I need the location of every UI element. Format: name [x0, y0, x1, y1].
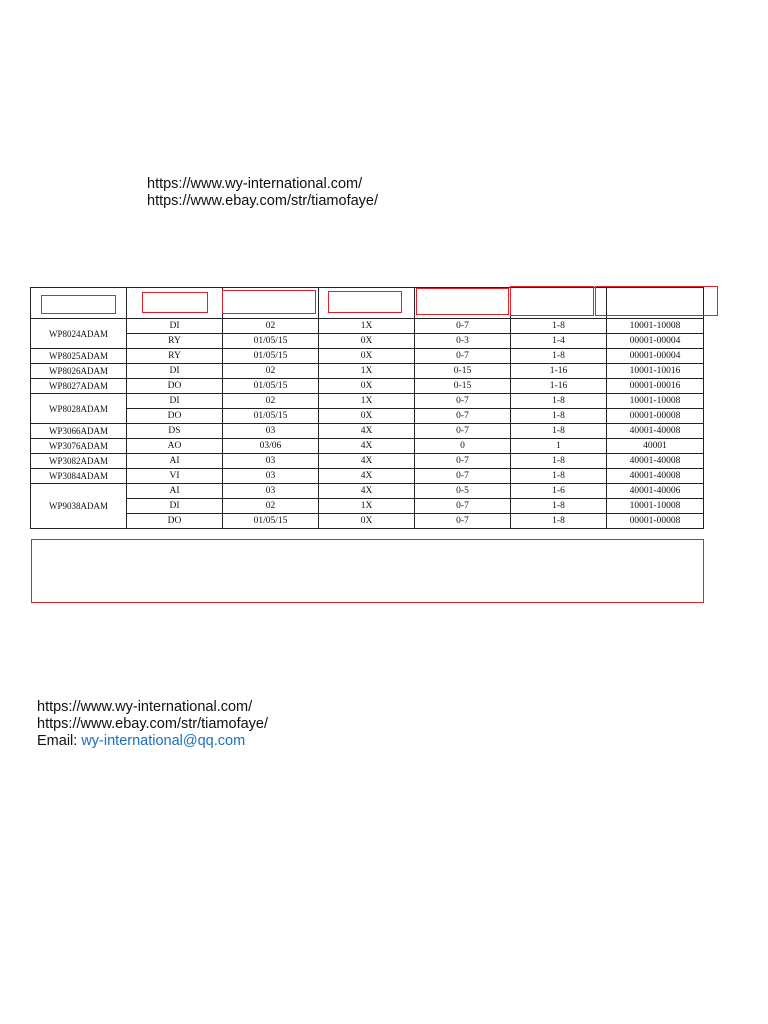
address-cell: 00001-00008	[607, 514, 704, 529]
address-cell: 10001-10008	[607, 319, 704, 334]
function-code-cell: 01/05/15	[223, 514, 319, 529]
type-cell: AI	[127, 454, 223, 469]
table-row	[31, 424, 704, 439]
channel-cell: 0-3	[415, 334, 511, 349]
function-code-cell: 03/06	[223, 439, 319, 454]
table-row	[31, 364, 704, 379]
function-code-cell: 01/05/15	[223, 409, 319, 424]
model-cell: WP8027ADAM	[31, 379, 127, 394]
number-cell: 1-8	[511, 349, 607, 364]
address-cell: 40001-40006	[607, 484, 704, 499]
table-row	[31, 349, 704, 364]
function-code-cell: 03	[223, 424, 319, 439]
website-link-bottom[interactable]: https://www.wy-international.com/	[37, 699, 253, 715]
model-cell: WP8025ADAM	[31, 349, 127, 364]
number-cell: 1-16	[511, 364, 607, 379]
number-cell: 1-8	[511, 409, 607, 424]
channel-cell: 0-5	[415, 484, 511, 499]
table-row	[31, 379, 704, 394]
address-cell: 00001-00016	[607, 379, 704, 394]
prefix-cell: 0X	[319, 379, 415, 394]
number-cell: 1-8	[511, 514, 607, 529]
prefix-cell: 1X	[319, 364, 415, 379]
number-cell: 1-8	[511, 499, 607, 514]
address-cell: 40001	[607, 439, 704, 454]
type-cell: DI	[127, 499, 223, 514]
website-link[interactable]: https://www.wy-international.com/	[147, 176, 363, 192]
type-cell: DO	[127, 514, 223, 529]
address-cell: 00001-00004	[607, 349, 704, 364]
top-links	[147, 176, 378, 210]
prefix-cell: 0X	[319, 334, 415, 349]
table-row	[31, 469, 704, 484]
email-line	[37, 733, 268, 750]
address-cell: 10001-10016	[607, 364, 704, 379]
model-cell: WP8024ADAM	[31, 319, 127, 349]
table-row	[31, 514, 704, 529]
address-cell: 00001-00004	[607, 334, 704, 349]
highlight-box-model	[41, 295, 116, 314]
highlight-box-number	[510, 286, 594, 316]
highlight-box-channel	[416, 288, 509, 315]
table-body	[31, 319, 704, 529]
function-code-cell: 03	[223, 484, 319, 499]
address-cell: 00001-00008	[607, 409, 704, 424]
note-box	[31, 539, 704, 603]
channel-cell: 0-7	[415, 424, 511, 439]
email-link[interactable]: wy-international@qq.com	[81, 733, 246, 749]
channel-cell: 0-7	[415, 409, 511, 424]
function-code-cell: 02	[223, 364, 319, 379]
address-cell: 40001-40008	[607, 454, 704, 469]
table-row	[31, 334, 704, 349]
type-cell: DO	[127, 409, 223, 424]
model-cell: WP3082ADAM	[31, 454, 127, 469]
number-cell: 1-4	[511, 334, 607, 349]
function-code-cell: 02	[223, 499, 319, 514]
model-cell: WP8026ADAM	[31, 364, 127, 379]
type-cell: RY	[127, 349, 223, 364]
prefix-cell: 4X	[319, 469, 415, 484]
prefix-cell: 0X	[319, 514, 415, 529]
channel-cell: 0	[415, 439, 511, 454]
function-code-cell: 03	[223, 454, 319, 469]
address-cell: 40001-40008	[607, 424, 704, 439]
table-row	[31, 439, 704, 454]
highlight-box-function-code	[222, 290, 316, 314]
type-cell: AO	[127, 439, 223, 454]
prefix-cell: 1X	[319, 394, 415, 409]
function-code-cell: 03	[223, 469, 319, 484]
prefix-cell: 4X	[319, 484, 415, 499]
type-cell: VI	[127, 469, 223, 484]
number-cell: 1-8	[511, 319, 607, 334]
ebay-store-link-bottom[interactable]: https://www.ebay.com/str/tiamofaye/	[37, 716, 269, 732]
function-code-cell: 01/05/15	[223, 379, 319, 394]
address-cell: 40001-40008	[607, 469, 704, 484]
number-cell: 1-8	[511, 469, 607, 484]
channel-cell: 0-7	[415, 514, 511, 529]
number-cell: 1-8	[511, 424, 607, 439]
function-code-cell: 02	[223, 319, 319, 334]
prefix-cell: 0X	[319, 349, 415, 364]
channel-cell: 0-7	[415, 499, 511, 514]
type-cell: DI	[127, 394, 223, 409]
number-cell: 1	[511, 439, 607, 454]
prefix-cell: 1X	[319, 499, 415, 514]
highlight-box-prefix	[328, 291, 402, 313]
prefix-cell: 4X	[319, 424, 415, 439]
type-cell: DO	[127, 379, 223, 394]
type-cell: DS	[127, 424, 223, 439]
channel-cell: 0-7	[415, 319, 511, 334]
table-row	[31, 484, 704, 499]
ebay-store-link[interactable]: https://www.ebay.com/str/tiamofaye/	[147, 193, 379, 209]
prefix-cell: 0X	[319, 409, 415, 424]
bottom-links	[37, 699, 268, 750]
model-cell: WP3084ADAM	[31, 469, 127, 484]
highlight-box-type	[142, 292, 208, 313]
prefix-cell: 1X	[319, 319, 415, 334]
table-row	[31, 319, 704, 334]
module-table	[30, 287, 704, 529]
function-code-cell: 01/05/15	[223, 349, 319, 364]
number-cell: 1-8	[511, 394, 607, 409]
channel-cell: 0-7	[415, 469, 511, 484]
table-row	[31, 454, 704, 469]
channel-cell: 0-15	[415, 364, 511, 379]
type-cell: RY	[127, 334, 223, 349]
table-row	[31, 499, 704, 514]
model-cell: WP9038ADAM	[31, 484, 127, 529]
prefix-cell: 4X	[319, 439, 415, 454]
table-row	[31, 409, 704, 424]
type-cell: AI	[127, 484, 223, 499]
type-cell: DI	[127, 364, 223, 379]
highlight-box-address	[595, 286, 718, 316]
number-cell: 1-8	[511, 454, 607, 469]
model-cell: WP3076ADAM	[31, 439, 127, 454]
address-cell: 10001-10008	[607, 394, 704, 409]
channel-cell: 0-15	[415, 379, 511, 394]
channel-cell: 0-7	[415, 454, 511, 469]
channel-cell: 0-7	[415, 349, 511, 364]
function-code-cell: 01/05/15	[223, 334, 319, 349]
table-row	[31, 394, 704, 409]
number-cell: 1-6	[511, 484, 607, 499]
function-code-cell: 02	[223, 394, 319, 409]
address-cell: 10001-10008	[607, 499, 704, 514]
model-cell: WP3066ADAM	[31, 424, 127, 439]
prefix-cell: 4X	[319, 454, 415, 469]
type-cell: DI	[127, 319, 223, 334]
model-cell: WP8028ADAM	[31, 394, 127, 424]
number-cell: 1-16	[511, 379, 607, 394]
channel-cell: 0-7	[415, 394, 511, 409]
email-label: Email:	[37, 733, 78, 749]
